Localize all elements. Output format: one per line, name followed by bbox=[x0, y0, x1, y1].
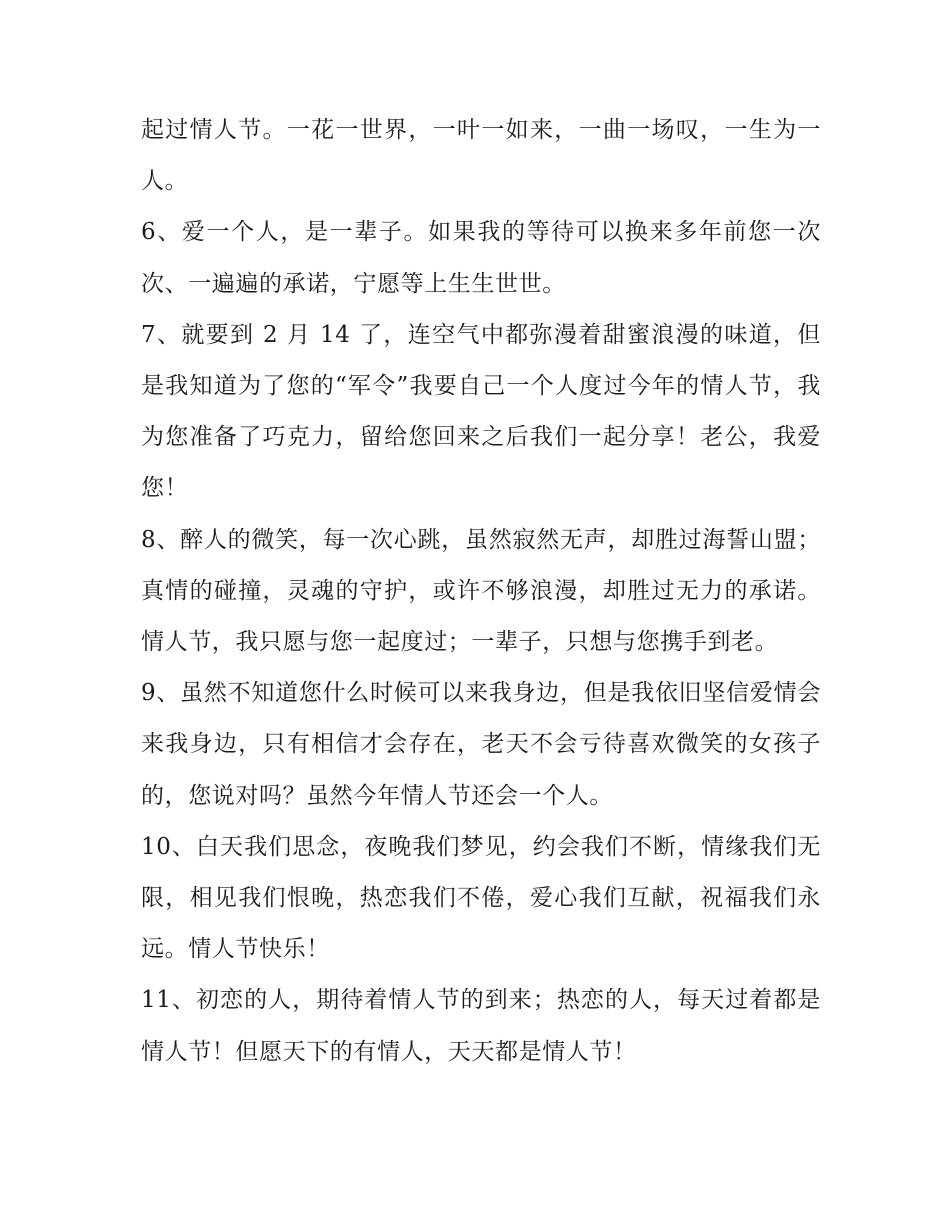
paragraph-item-9: 9、虽然不知道您什么时候可以来我身边，但是我依旧坚信爱情会来我身边，只有相信才会存在，老天不会亏待喜欢微笑的女孩子的，您说对吗？虽然今年情人节还会一个人。 bbox=[141, 680, 821, 809]
paragraph-item-8: 8、醉人的微笑，每一次心跳，虽然寂然无声，却胜过海誓山盟；真情的碰撞，灵魂的守护，或许不够浪漫，却胜过无力的承诺。情人节，我只愿与您一起度过；一辈子，只想与您携手到老。 bbox=[141, 526, 821, 656]
paragraph-continuation: 起过情人节。一花一世界，一叶一如来，一曲一场叹，一生为一人。 bbox=[141, 117, 821, 195]
paragraph-item-6: 6、爱一个人，是一辈子。如果我的等待可以换来多年前您一次次、一遍遍的承诺，宁愿等上生生世世。 bbox=[141, 219, 821, 297]
paragraph-item-11: 11、初恋的人，期待着情人节的到来；热恋的人，每天过着都是情人节！但愿天下的有情人，天天都是情人节！ bbox=[141, 987, 821, 1065]
paragraph-item-7: 7、就要到 2 月 14 了，连空气中都弥漫着甜蜜浪漫的味道，但是我知道为了您的“军令”我要自己一个人度过今年的情人节，我为您准备了巧克力，留给您回来之后我们一起分享！老公，我爱您！ bbox=[141, 321, 821, 502]
document-body bbox=[141, 105, 821, 1078]
paragraph-item-10: 10、白天我们思念，夜晚我们梦见，约会我们不断，情缘我们无限，相见我们恨晚，热恋我们不倦，爱心我们互献，祝福我们永远。情人节快乐！ bbox=[141, 833, 821, 963]
